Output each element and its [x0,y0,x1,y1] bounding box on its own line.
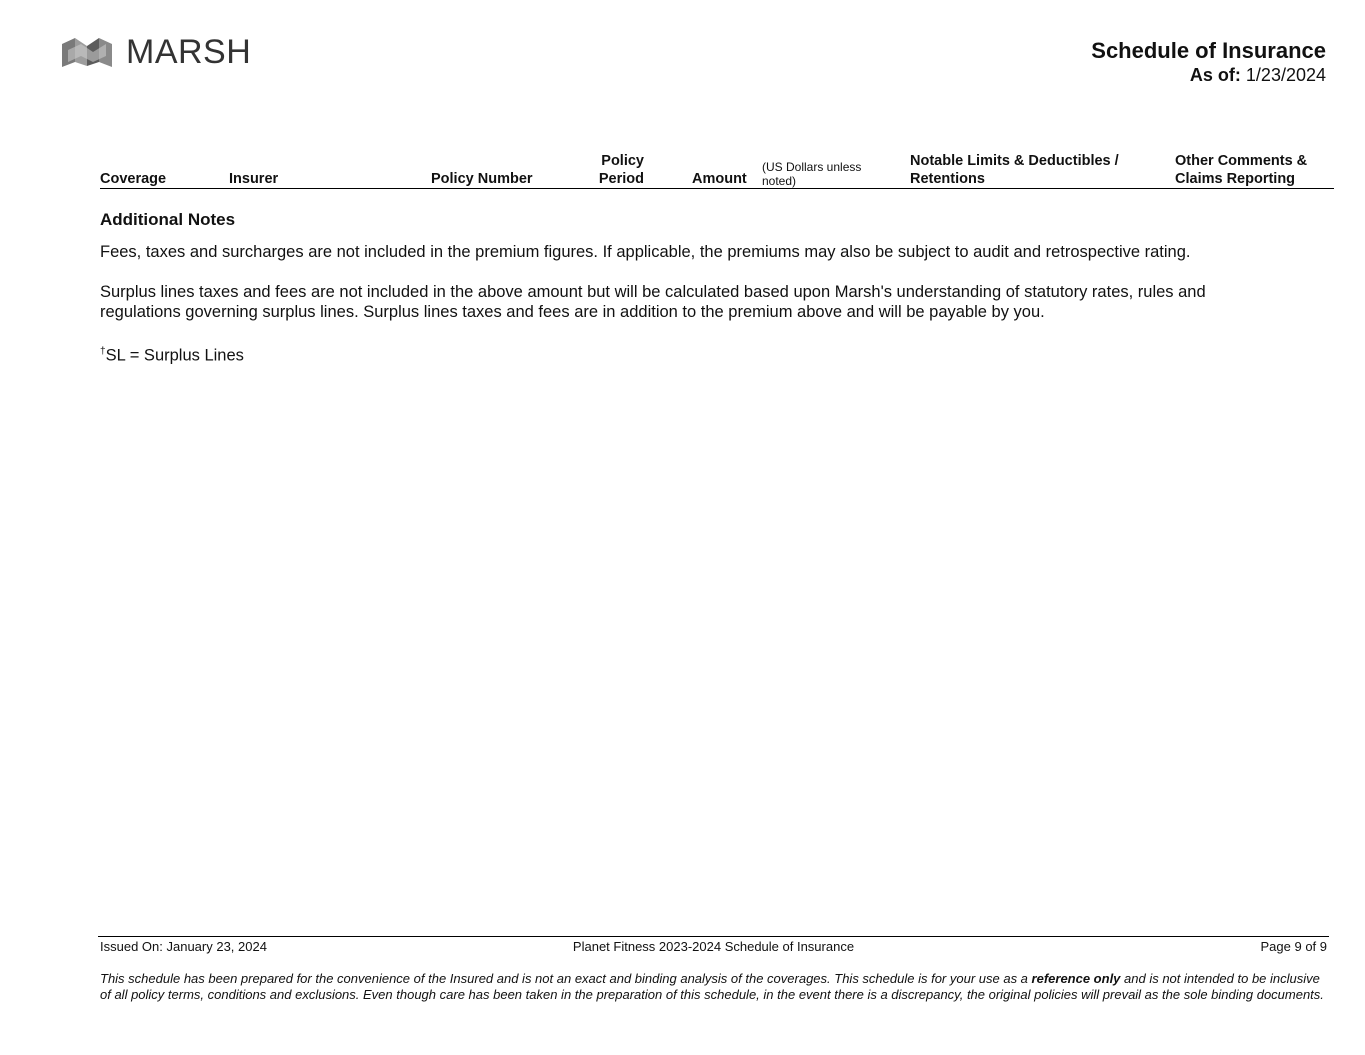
as-of-date [1091,64,1326,86]
as-of-value: 1/23/2024 [1245,65,1326,85]
column-header-coverage: Coverage [100,171,167,187]
as-of-label: As of: [1189,65,1241,85]
disclaimer-emphasis: reference only [1031,971,1121,986]
comments-line2: Claims Reporting [1175,171,1296,187]
footnote-mark: † [100,346,106,357]
notes-paragraph-fees: Fees, taxes and surcharges are not included in the premium figures. If applicable, the premiums may also be subject to audit and retrospective rating. [100,243,1191,261]
column-header-limits [910,152,1119,188]
policy-period-line2: Period [598,171,644,187]
footnote-text: SL = Surplus Lines [105,346,244,365]
additional-notes-section [100,209,1280,386]
currency-note-line1: (US Dollars unless [762,160,862,174]
limits-line1: Notable Limits & Deductibles / [910,153,1119,169]
additional-notes-heading: Additional Notes [100,210,236,229]
limits-line2: Retentions [910,171,985,187]
policy-period-line1: Policy [601,153,644,169]
column-header-comments [1175,152,1307,188]
notes-paragraph-surplus-lines: Surplus lines taxes and fees are not included in the above amount but will be calculated based upon Marsh's understanding of statutory rates, rules and regulations governing surplus lines. Surplus lines taxes and fees are in addition to the premium above and will be payable by you. [100,283,1206,321]
column-header-policy-number: Policy Number [431,171,533,187]
schedule-table-header [100,150,1334,189]
column-header-insurer: Insurer [229,171,279,187]
marsh-logo [62,35,251,69]
disclaimer-part2: and is not intended to be inclusive of all policy terms, conditions and exclusions. Even though care has been taken in the preparation of this schedule, in the event there is a discrepancy, the original policies will prevail as the sole binding documents. [100,971,1324,1002]
column-header-currency-note [762,160,861,188]
footer-page-number: Page 9 of 9 [1260,939,1327,954]
column-header-policy-period [578,152,644,188]
column-header-amount: Amount [692,171,747,187]
document-title-block [1091,38,1326,86]
logo-wordmark: MARSH [126,33,252,71]
footer-divider [98,936,1329,937]
comments-line1: Other Comments & [1175,153,1308,169]
footer-disclaimer [100,971,1327,1003]
footer-issued-on: Issued On: January 23, 2024 [100,939,267,954]
disclaimer-part1: This schedule has been prepared for the convenience of the Insured and is not an exact and binding analysis of the coverages. This schedule is for your use as a [100,971,1032,986]
notes-footnote [100,342,1280,366]
marsh-logo-icon [62,36,112,68]
document-title: Schedule of Insurance [1091,38,1326,63]
currency-note-line2: noted) [762,174,797,188]
footer-document-name: Planet Fitness 2023-2024 Schedule of Insurance [572,939,855,954]
